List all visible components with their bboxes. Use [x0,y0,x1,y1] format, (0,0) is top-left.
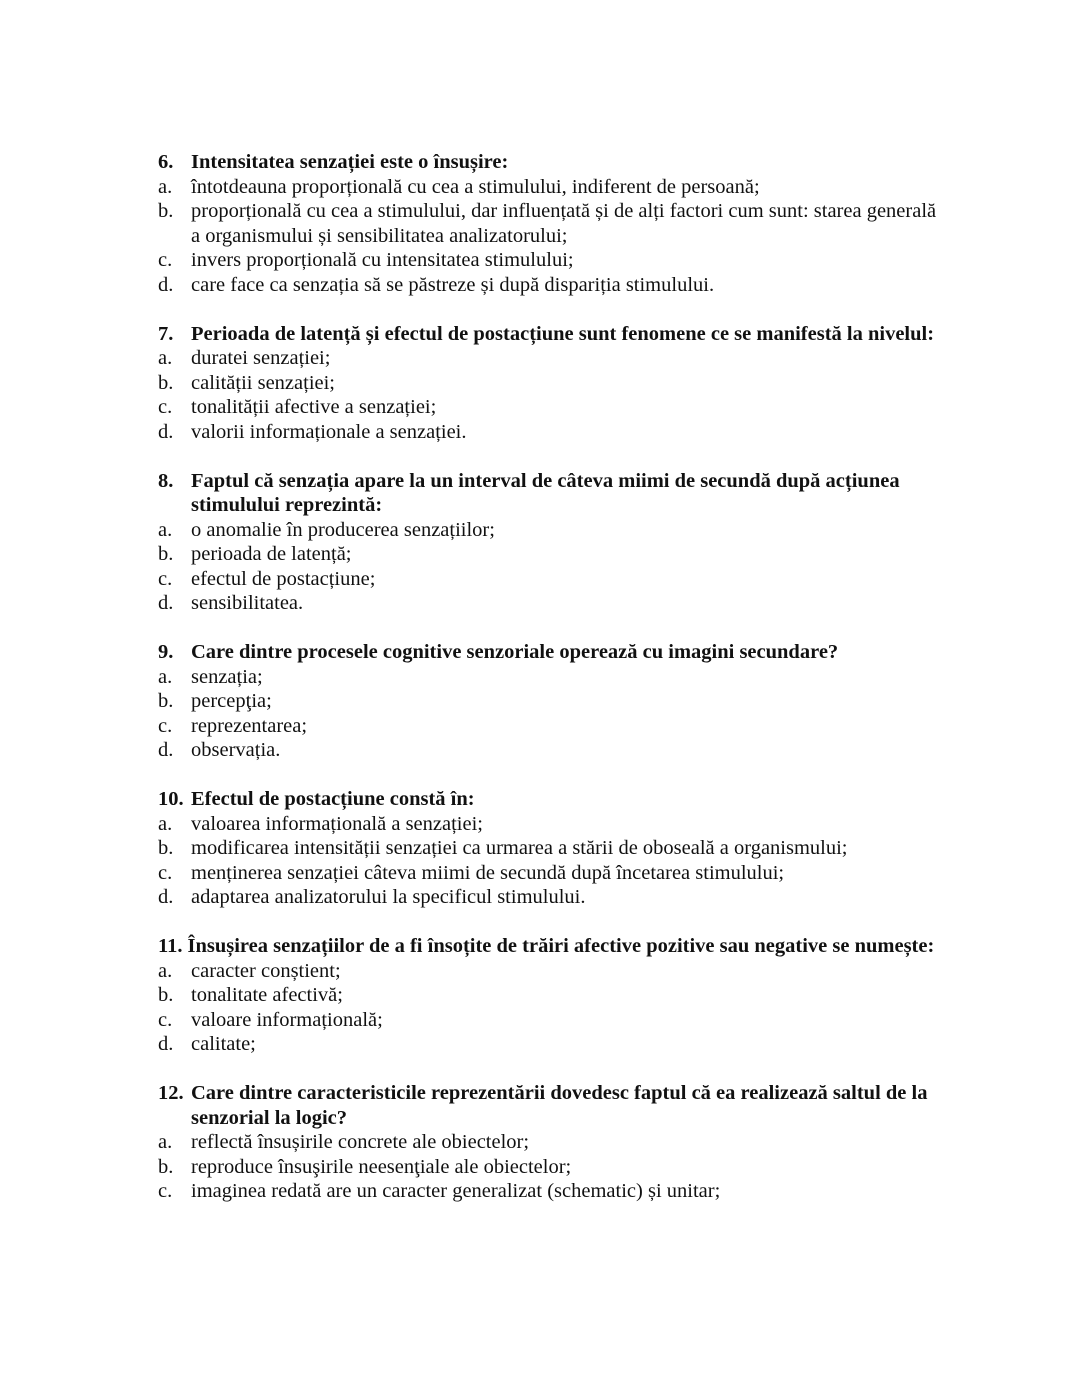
answer-option [158,542,948,567]
question-text: Intensitatea senzației este o însușire: [191,151,509,173]
option-letter: c. [158,1180,173,1202]
answer-option [158,861,948,886]
option-letter: a. [158,959,173,982]
option-text: efectul de postacțiune; [191,567,376,590]
option-text: observația. [191,739,281,761]
option-letter: a. [158,665,173,688]
option-letter: b. [158,1155,174,1178]
answer-option [158,346,948,371]
question-text: Care dintre procesele cognitive senzoriale operează cu imagini secundare? [191,641,839,663]
question-9 [158,640,948,763]
answer-option [158,199,948,248]
option-text: sensibilitatea. [191,592,304,614]
option-text: valoarea informațională a senzației; [191,812,483,835]
option-letter: c. [158,1008,173,1031]
option-text: duratei senzației; [191,347,331,369]
question-text: Faptul că senzația apare la un interval de câteva miimi de secundă după acțiunea stimulului reprezintă: [191,469,900,516]
answer-option [158,689,948,714]
question-title [158,787,948,812]
answer-option [158,395,948,420]
question-6 [158,150,948,297]
answer-option [158,518,948,543]
option-text: reprezentarea; [191,714,308,737]
question-title [158,469,948,518]
answer-option [158,591,948,616]
option-letter: c. [158,567,173,590]
option-letter: a. [158,1131,173,1153]
question-number: 6. [158,151,174,173]
answer-option [158,1155,948,1180]
answer-option [158,885,948,910]
question-title [158,934,948,959]
option-text: perioada de latență; [191,543,352,565]
answer-option [158,714,948,739]
answer-option [158,175,948,200]
answer-option [158,1179,948,1204]
option-text: valorii informaționale a senzației. [191,420,467,443]
option-text: adaptarea analizatorului la specificul stimulului. [191,886,586,908]
answer-option [158,1008,948,1033]
option-text: care face ca senzația să se păstreze și după dispariția stimulului. [191,273,715,296]
option-letter: c. [158,249,173,271]
option-letter: a. [158,175,173,198]
question-number: 8. [158,469,174,492]
option-text: o anomalie în producerea senzațiilor; [191,518,495,541]
option-text: imaginea redată are un caracter generalizat (schematic) și unitar; [191,1180,721,1202]
question-text: Efectul de postacțiune constă în: [191,788,475,810]
option-text: întotdeauna proporțională cu cea a stimulului, indiferent de persoană; [191,175,760,198]
question-11 [158,934,948,1057]
option-letter: c. [158,861,173,884]
option-letter: d. [158,739,174,761]
question-8 [158,469,948,616]
question-number: 7. [158,322,174,345]
option-text: calitate; [191,1033,256,1055]
option-letter: d. [158,592,174,614]
question-7 [158,322,948,445]
question-title [158,150,948,175]
answer-option [158,273,948,298]
option-letter: c. [158,396,173,418]
option-letter: b. [158,690,174,712]
option-letter: b. [158,371,174,394]
question-title [158,640,948,665]
answer-option [158,836,948,861]
option-letter: d. [158,886,174,908]
option-text: percepţia; [191,690,272,712]
option-text: menținerea senzației câteva miimi de secundă după încetarea stimulului; [191,861,785,884]
answer-option [158,665,948,690]
option-text: valoare informațională; [191,1008,383,1031]
answer-option [158,1130,948,1155]
option-letter: d. [158,420,174,443]
option-letter: a. [158,812,173,835]
option-letter: b. [158,984,174,1006]
answer-option [158,983,948,1008]
question-text: Însușirea senzațiilor de a fi însoțite de trăiri afective pozitive sau negative se numește: [187,935,935,957]
answer-option [158,738,948,763]
question-number: 12. [158,1082,184,1104]
option-letter: b. [158,543,174,565]
option-letter: d. [158,1033,174,1055]
question-title [158,322,948,347]
option-text: reflectă însușirile concrete ale obiectelor; [191,1131,530,1153]
question-number: 11. [158,935,183,957]
option-text: senzația; [191,665,263,688]
question-title [158,1081,948,1130]
option-letter: d. [158,273,174,296]
option-text: reproduce însuşirile neesenţiale ale obiectelor; [191,1155,572,1178]
answer-option [158,567,948,592]
option-text: caracter conștient; [191,959,341,982]
document-page [158,150,948,1228]
answer-option [158,812,948,837]
option-letter: a. [158,347,173,369]
option-text: proporțională cu cea a stimulului, dar influențată și de alți factori cum sunt: starea generală a organismului și sensibilitatea analizatorului; [191,200,937,247]
answer-option [158,1032,948,1057]
option-letter: c. [158,714,173,737]
question-10 [158,787,948,910]
option-text: invers proporțională cu intensitatea stimulului; [191,249,574,271]
option-text: tonalitate afectivă; [191,984,343,1006]
option-text: calității senzației; [191,371,336,394]
option-text: modificarea intensității senzației ca urmarea a stării de oboseală a organismului; [191,837,848,859]
answer-option [158,420,948,445]
answer-option [158,959,948,984]
question-text: Care dintre caracteristicile reprezentării dovedesc faptul că ea realizează saltul de la senzorial la logic? [191,1082,928,1129]
question-number: 10. [158,788,184,810]
option-letter: b. [158,837,174,859]
answer-option [158,371,948,396]
question-text: Perioada de latență și efectul de postacțiune sunt fenomene ce se manifestă la nivelul: [191,322,935,345]
question-number: 9. [158,641,174,663]
question-12 [158,1081,948,1204]
answer-option [158,248,948,273]
option-text: tonalității afective a senzației; [191,396,437,418]
option-letter: a. [158,518,173,541]
option-letter: b. [158,200,174,222]
